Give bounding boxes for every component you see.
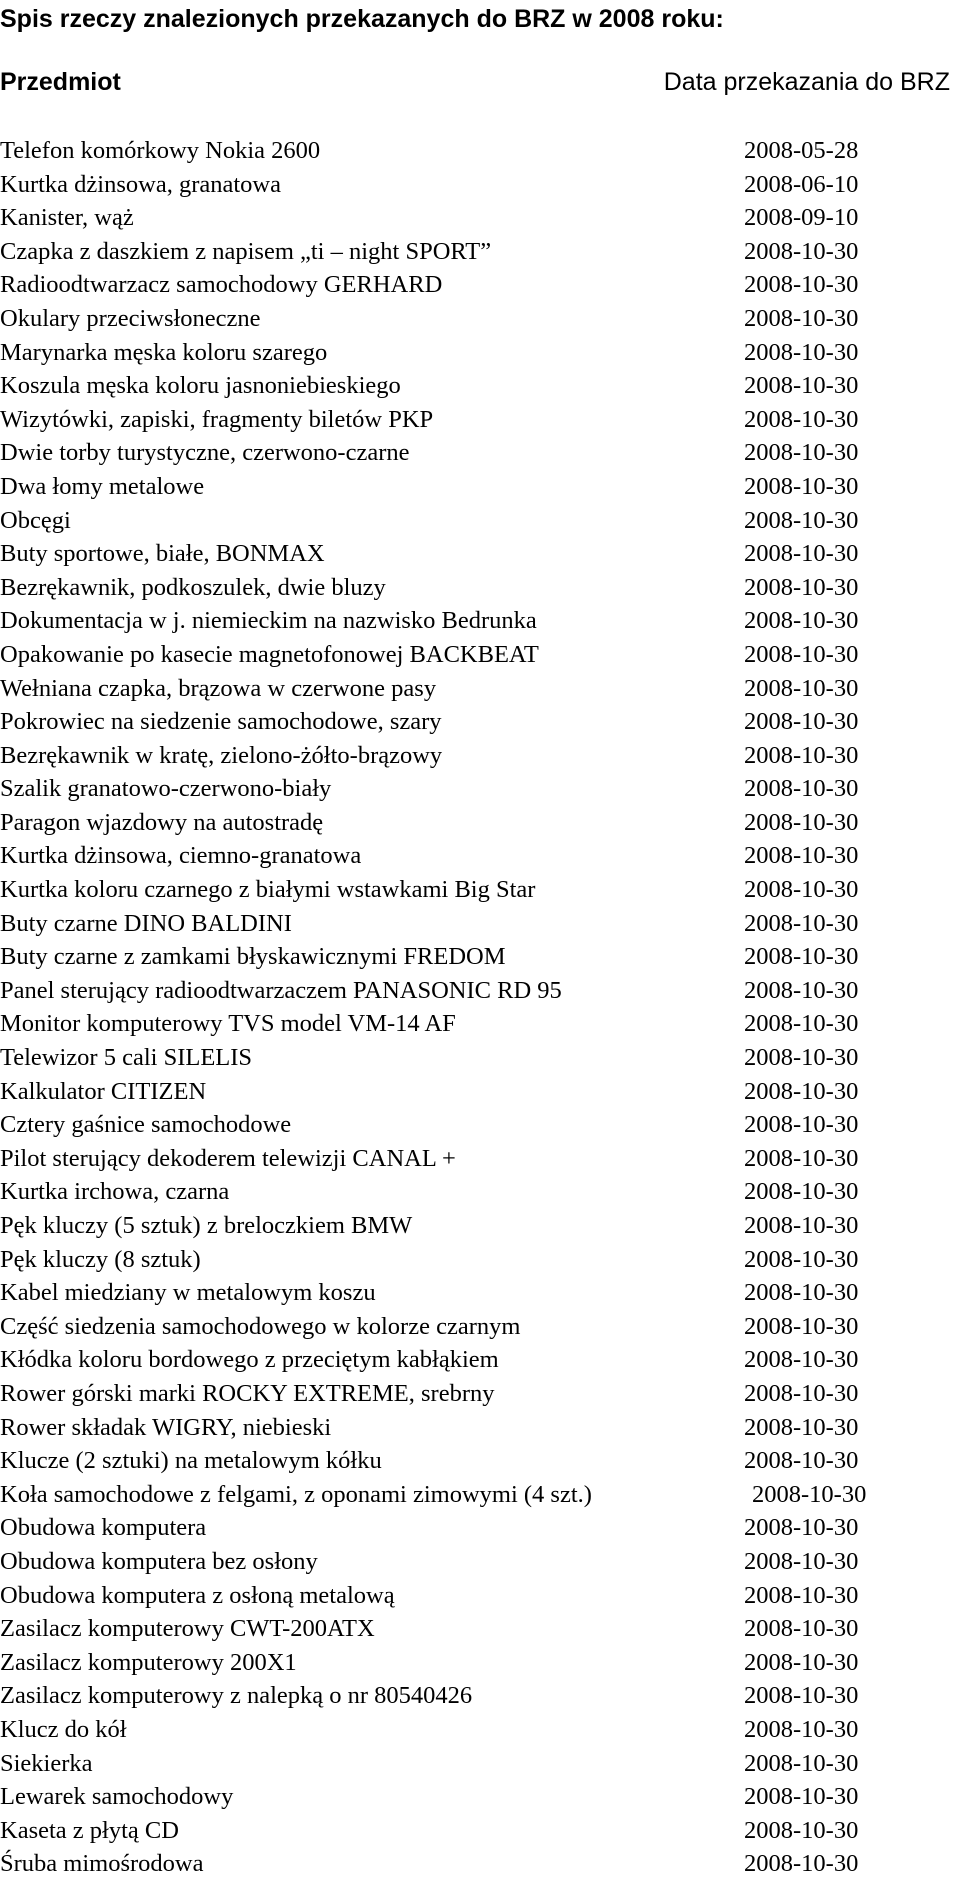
list-item xyxy=(0,1142,960,1176)
item-date: 2008-10-30 xyxy=(744,1077,859,1105)
item-date: 2008-10-30 xyxy=(744,573,859,601)
list-item xyxy=(0,739,960,773)
item-date: 2008-10-30 xyxy=(752,1480,867,1508)
item-name: Buty czarne z zamkami błyskawicznymi FREDOM xyxy=(0,943,506,971)
list-item xyxy=(0,1478,960,1512)
item-name: Bezrękawnik w kratę, zielono-żółto-brązowy xyxy=(0,741,443,769)
item-name: Monitor komputerowy TVS model VM-14 AF xyxy=(0,1010,456,1038)
item-name: Telefon komórkowy Nokia 2600 xyxy=(0,137,321,164)
item-date: 2008-10-30 xyxy=(744,405,859,433)
list-item xyxy=(0,235,960,269)
item-name: Koszula męska koloru jasnoniebieskiego xyxy=(0,372,401,400)
list-item xyxy=(0,571,960,605)
list-item xyxy=(0,268,960,302)
item-date: 2008-10-30 xyxy=(744,674,859,702)
item-date: 2008-10-30 xyxy=(744,1346,859,1374)
item-name: Telewizor 5 cali SILELIS xyxy=(0,1044,253,1072)
item-name: Wełniana czapka, brązowa w czerwone pasy xyxy=(0,674,437,702)
item-date: 2008-10-30 xyxy=(744,1178,859,1206)
list-item xyxy=(0,1444,960,1478)
list-item xyxy=(0,537,960,571)
item-name: Dwa łomy metalowe xyxy=(0,472,205,500)
item-name: Pęk kluczy (8 sztuk) xyxy=(0,1245,201,1273)
item-date: 2008-10-30 xyxy=(744,1514,859,1542)
item-date: 2008-10-30 xyxy=(744,237,859,265)
item-name: Obudowa komputera xyxy=(0,1514,207,1542)
list-item xyxy=(0,1646,960,1680)
item-date: 2008-10-30 xyxy=(744,271,859,299)
item-name: Zasilacz komputerowy CWT-200ATX xyxy=(0,1615,375,1643)
item-name: Dwie torby turystyczne, czerwono-czarne xyxy=(0,439,410,467)
item-date: 2008-10-30 xyxy=(744,909,859,937)
column-header-item: Przedmiot xyxy=(0,68,121,96)
list-item xyxy=(0,907,960,941)
item-name: Pilot sterujący dekoderem telewizji CANAL + xyxy=(0,1144,456,1172)
item-name: Bezrękawnik, podkoszulek, dwie bluzy xyxy=(0,573,386,601)
list-item xyxy=(0,302,960,336)
item-date: 2008-10-30 xyxy=(744,876,859,904)
item-name: Szalik granatowo-czerwono-biały xyxy=(0,775,332,803)
item-name: Kabel miedziany w metalowym koszu xyxy=(0,1279,376,1307)
list-item xyxy=(0,369,960,403)
list-item xyxy=(0,1209,960,1243)
item-name: Kurtka koloru czarnego z białymi wstawkami Big Star xyxy=(0,876,536,904)
list-item xyxy=(0,504,960,538)
item-date: 2008-10-30 xyxy=(744,808,859,836)
item-name: Kłódka koloru bordowego z przeciętym kabłąkiem xyxy=(0,1346,499,1374)
item-name: Dokumentacja w j. niemieckim na nazwisko Bedrunka xyxy=(0,607,537,635)
list-item xyxy=(0,1545,960,1579)
item-name: Paragon wjazdowy na autostradę xyxy=(0,808,324,836)
item-date: 2008-10-30 xyxy=(744,943,859,971)
list-item xyxy=(0,436,960,470)
list-item xyxy=(0,1108,960,1142)
list-item xyxy=(0,1276,960,1310)
item-name: Zasilacz komputerowy 200X1 xyxy=(0,1648,297,1676)
item-date: 2008-10-30 xyxy=(744,842,859,870)
item-date: 2008-10-30 xyxy=(744,607,859,635)
item-date: 2008-10-30 xyxy=(744,1379,859,1407)
list-item xyxy=(0,839,960,873)
item-name: Kalkulator CITIZEN xyxy=(0,1077,207,1105)
item-name: Kanister, wąż xyxy=(0,204,134,232)
list-item xyxy=(0,336,960,370)
item-date: 2008-10-30 xyxy=(744,1312,859,1340)
item-name: Buty czarne DINO BALDINI xyxy=(0,909,292,937)
list-item xyxy=(0,168,960,202)
list-item xyxy=(0,1713,960,1747)
list-item xyxy=(0,974,960,1008)
document-title: Spis rzeczy znalezionych przekazanych do BRZ w 2008 roku: xyxy=(0,5,724,33)
item-date: 2008-10-30 xyxy=(744,1850,859,1878)
list-item xyxy=(0,940,960,974)
item-name: Kurtka dżinsowa, granatowa xyxy=(0,170,281,198)
list-item xyxy=(0,1612,960,1646)
list-item xyxy=(0,1679,960,1713)
item-date: 2008-10-30 xyxy=(744,1816,859,1844)
item-date: 2008-10-30 xyxy=(744,1447,859,1475)
item-date: 2008-10-30 xyxy=(744,976,859,1004)
item-name: Obcęgi xyxy=(0,506,71,534)
item-name: Rower składak WIGRY, niebieski xyxy=(0,1413,332,1441)
list-item xyxy=(0,1411,960,1445)
item-date: 2008-10-30 xyxy=(744,1749,859,1777)
item-name: Cztery gaśnice samochodowe xyxy=(0,1111,292,1139)
item-name: Opakowanie po kasecie magnetofonowej BACKBEAT xyxy=(0,640,539,668)
item-date: 2008-10-30 xyxy=(744,1413,859,1441)
item-date: 2008-10-30 xyxy=(744,372,859,400)
item-name: Rower górski marki ROCKY EXTREME, srebrny xyxy=(0,1379,495,1407)
list-item xyxy=(0,604,960,638)
item-name: Śruba mimośrodowa xyxy=(0,1850,204,1878)
item-date: 2008-10-30 xyxy=(744,1212,859,1239)
item-name: Kurtka dżinsowa, ciemno-granatowa xyxy=(0,842,362,870)
list-item xyxy=(0,672,960,706)
item-name: Wizytówki, zapiski, fragmenty biletów PKP xyxy=(0,405,434,433)
item-date: 2008-10-30 xyxy=(744,1144,859,1172)
item-date: 2008-10-30 xyxy=(744,640,859,668)
list-item xyxy=(0,201,960,235)
list-item xyxy=(0,1814,960,1848)
item-name: Buty sportowe, białe, BONMAX xyxy=(0,540,325,568)
item-date: 2008-10-30 xyxy=(744,1279,859,1307)
list-item xyxy=(0,873,960,907)
item-date: 2008-10-30 xyxy=(744,506,859,534)
list-item xyxy=(0,1310,960,1344)
item-date: 2008-10-30 xyxy=(744,708,859,736)
item-date: 2008-10-30 xyxy=(744,1111,859,1139)
item-date: 2008-05-28 xyxy=(744,137,859,164)
item-name: Klucze (2 sztuki) na metalowym kółku xyxy=(0,1447,382,1475)
list-item xyxy=(0,1511,960,1545)
item-name: Klucz do kół xyxy=(0,1715,127,1743)
item-name: Marynarka męska koloru szarego xyxy=(0,338,328,366)
item-date: 2008-10-30 xyxy=(744,1648,859,1676)
column-header-date: Data przekazania do BRZ xyxy=(663,68,950,96)
list-item xyxy=(0,1243,960,1277)
item-name: Siekierka xyxy=(0,1749,93,1777)
item-date: 2008-10-30 xyxy=(744,1044,859,1072)
item-date: 2008-10-30 xyxy=(744,540,859,568)
item-name: Obudowa komputera bez osłony xyxy=(0,1547,318,1575)
list-item xyxy=(0,1007,960,1041)
item-name: Pęk kluczy (5 sztuk) z breloczkiem BMW xyxy=(0,1212,413,1239)
list-item xyxy=(0,1747,960,1781)
item-date: 2008-10-30 xyxy=(744,1615,859,1643)
items-list xyxy=(0,134,960,1881)
item-name: Kaseta z płytą CD xyxy=(0,1816,179,1844)
item-name: Lewarek samochodowy xyxy=(0,1783,234,1811)
item-date: 2008-10-30 xyxy=(744,439,859,467)
list-item xyxy=(0,1780,960,1814)
list-item xyxy=(0,638,960,672)
item-date: 2008-10-30 xyxy=(744,338,859,366)
item-name: Obudowa komputera z osłoną metalową xyxy=(0,1581,395,1609)
item-date: 2008-10-30 xyxy=(744,472,859,500)
item-date: 2008-06-10 xyxy=(744,170,859,198)
item-date: 2008-10-30 xyxy=(744,1715,859,1743)
list-item xyxy=(0,1041,960,1075)
item-date: 2008-10-30 xyxy=(744,304,859,332)
list-item xyxy=(0,470,960,504)
item-date: 2008-10-30 xyxy=(744,1010,859,1038)
item-name: Czapka z daszkiem z napisem „ti – night SPORT” xyxy=(0,237,492,265)
item-name: Panel sterujący radioodtwarzaczem PANASONIC RD 95 xyxy=(0,976,562,1004)
list-item xyxy=(0,1377,960,1411)
item-name: Zasilacz komputerowy z nalepką o nr 80540426 xyxy=(0,1682,473,1710)
list-item xyxy=(0,705,960,739)
item-name: Kurtka irchowa, czarna xyxy=(0,1178,230,1206)
item-name: Radioodtwarzacz samochodowy GERHARD xyxy=(0,271,443,299)
item-name: Koła samochodowe z felgami, z oponami zimowymi (4 szt.) xyxy=(0,1480,592,1508)
item-date: 2008-10-30 xyxy=(744,1547,859,1575)
item-name: Część siedzenia samochodowego w kolorze czarnym xyxy=(0,1312,521,1340)
list-item xyxy=(0,772,960,806)
list-item xyxy=(0,1847,960,1881)
list-item xyxy=(0,806,960,840)
list-item xyxy=(0,1075,960,1109)
item-date: 2008-10-30 xyxy=(744,1682,859,1710)
list-item xyxy=(0,1579,960,1613)
column-header-row xyxy=(0,66,950,98)
item-name: Okulary przeciwsłoneczne xyxy=(0,304,261,332)
list-item xyxy=(0,1175,960,1209)
item-date: 2008-10-30 xyxy=(744,1245,859,1273)
item-date: 2008-10-30 xyxy=(744,775,859,803)
item-date: 2008-10-30 xyxy=(744,1581,859,1609)
item-date: 2008-10-30 xyxy=(744,741,859,769)
list-item xyxy=(0,1343,960,1377)
list-item xyxy=(0,403,960,437)
list-item xyxy=(0,134,960,168)
item-date: 2008-10-30 xyxy=(744,1783,859,1811)
item-name: Pokrowiec na siedzenie samochodowe, szary xyxy=(0,708,442,736)
item-date: 2008-09-10 xyxy=(744,204,859,232)
